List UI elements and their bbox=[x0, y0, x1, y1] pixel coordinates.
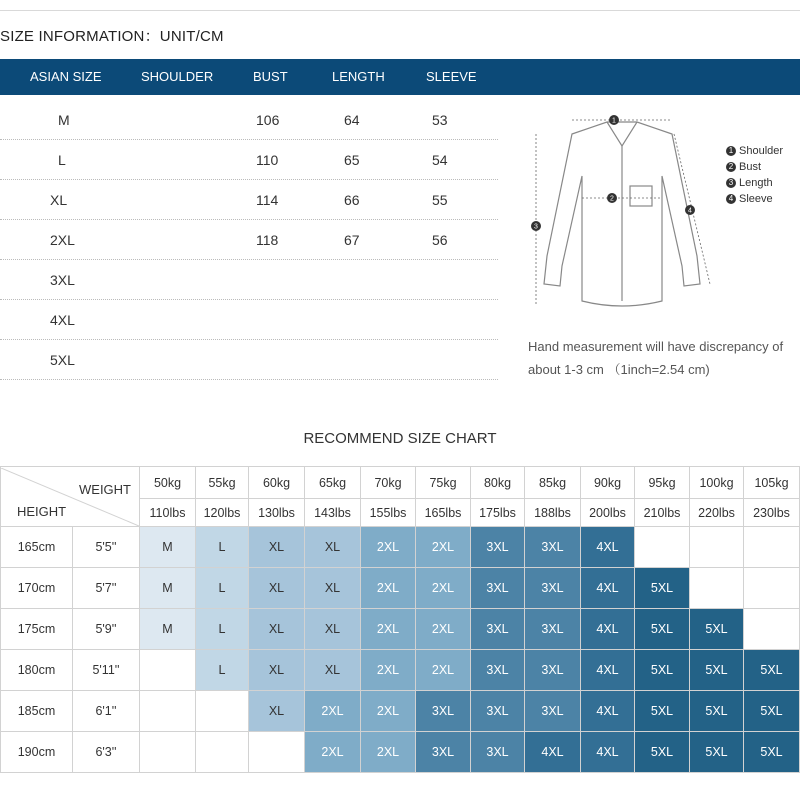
recommended-size-cell: 3XL bbox=[471, 732, 525, 773]
recommend-title: RECOMMEND SIZE CHART bbox=[303, 430, 497, 447]
weight-kg-cell: 65kg bbox=[305, 467, 361, 499]
weight-kg-cell: 85kg bbox=[525, 467, 581, 499]
recommended-size-cell: M bbox=[140, 609, 196, 650]
svg-text:3: 3 bbox=[534, 223, 538, 231]
size-cell: XL bbox=[50, 192, 68, 208]
height-ft-cell: 5'9'' bbox=[73, 609, 140, 650]
size-table-row bbox=[0, 139, 498, 180]
svg-text:4: 4 bbox=[688, 207, 692, 215]
recommended-size-cell: XL bbox=[305, 609, 361, 650]
recommended-size-cell: 3XL bbox=[525, 609, 581, 650]
col-bust: BUST bbox=[253, 69, 288, 84]
recommended-size-cell: 5XL bbox=[690, 732, 744, 773]
size-information-heading: SIZE INFORMATION：UNIT/CM bbox=[0, 28, 224, 45]
svg-text:1: 1 bbox=[612, 117, 616, 125]
height-ft-cell: 5'7'' bbox=[73, 568, 140, 609]
weight-kg-cell: 95kg bbox=[635, 467, 690, 499]
size-cell: M bbox=[58, 112, 70, 128]
recommended-size-cell bbox=[635, 527, 690, 568]
size-table-header bbox=[0, 59, 800, 95]
recommended-size-cell: XL bbox=[249, 609, 305, 650]
col-asian-size: ASIAN SIZE bbox=[30, 69, 102, 84]
recommended-size-cell: XL bbox=[249, 568, 305, 609]
height-cm-cell: 165cm bbox=[1, 527, 73, 568]
recommended-size-cell: XL bbox=[305, 568, 361, 609]
recommended-size-cell: 2XL bbox=[416, 568, 471, 609]
height-cm-cell: 180cm bbox=[1, 650, 73, 691]
weight-kg-cell: 70kg bbox=[361, 467, 416, 499]
recommended-size-cell: L bbox=[196, 650, 249, 691]
recommended-size-cell: 2XL bbox=[305, 691, 361, 732]
legend-bust: 2 Bust bbox=[726, 159, 783, 175]
chart-corner-cell bbox=[1, 467, 140, 527]
height-row bbox=[1, 609, 800, 650]
sleeve-cell: 54 bbox=[432, 152, 448, 168]
weight-lbs-cell: 130lbs bbox=[249, 499, 305, 527]
recommended-size-cell: 5XL bbox=[690, 691, 744, 732]
recommended-size-cell: 3XL bbox=[416, 732, 471, 773]
bust-cell: 110 bbox=[256, 152, 279, 168]
height-row bbox=[1, 568, 800, 609]
recommended-size-cell: 3XL bbox=[525, 527, 581, 568]
recommended-size-cell bbox=[744, 568, 800, 609]
recommended-size-cell: 5XL bbox=[690, 650, 744, 691]
length-cell: 67 bbox=[344, 232, 360, 248]
recommended-size-cell: 2XL bbox=[416, 650, 471, 691]
recommended-size-cell bbox=[744, 527, 800, 568]
size-table-row bbox=[0, 99, 498, 140]
size-table-row bbox=[0, 219, 498, 260]
size-cell: 5XL bbox=[50, 352, 75, 368]
recommended-size-cell: 3XL bbox=[525, 650, 581, 691]
recommended-size-cell: XL bbox=[249, 650, 305, 691]
weight-kg-cell: 50kg bbox=[140, 467, 196, 499]
bust-cell: 106 bbox=[256, 112, 280, 128]
recommended-size-cell: 3XL bbox=[416, 691, 471, 732]
recommended-size-cell: 2XL bbox=[361, 691, 416, 732]
recommended-size-cell: 2XL bbox=[416, 609, 471, 650]
length-cell: 64 bbox=[344, 112, 360, 128]
shirt-measurement-diagram bbox=[522, 106, 722, 316]
weight-lbs-cell: 200lbs bbox=[581, 499, 635, 527]
recommended-size-cell: 4XL bbox=[581, 691, 635, 732]
recommended-size-cell: 2XL bbox=[416, 527, 471, 568]
height-ft-cell: 6'1'' bbox=[73, 691, 140, 732]
recommended-size-cell: 2XL bbox=[305, 732, 361, 773]
weight-kg-cell: 105kg bbox=[744, 467, 800, 499]
legend-shoulder: 1 Shoulder bbox=[726, 143, 783, 159]
recommended-size-cell: 3XL bbox=[471, 609, 525, 650]
bust-cell: 114 bbox=[256, 192, 279, 208]
recommended-size-cell: XL bbox=[305, 527, 361, 568]
weight-kg-cell: 75kg bbox=[416, 467, 471, 499]
height-row bbox=[1, 527, 800, 568]
recommended-size-cell bbox=[690, 568, 744, 609]
recommended-size-cell: 2XL bbox=[361, 609, 416, 650]
height-ft-cell: 6'3'' bbox=[73, 732, 140, 773]
length-cell: 65 bbox=[344, 152, 360, 168]
recommended-size-cell: 4XL bbox=[581, 732, 635, 773]
recommended-size-cell: 2XL bbox=[361, 732, 416, 773]
weight-kg-cell: 60kg bbox=[249, 467, 305, 499]
recommended-size-cell: L bbox=[196, 609, 249, 650]
height-cm-cell: 185cm bbox=[1, 691, 73, 732]
recommended-size-cell: 4XL bbox=[581, 568, 635, 609]
recommended-size-cell: 5XL bbox=[635, 691, 690, 732]
height-row bbox=[1, 691, 800, 732]
weight-lbs-cell: 110lbs bbox=[140, 499, 196, 527]
sleeve-cell: 53 bbox=[432, 112, 448, 128]
weight-lbs-cell: 230lbs bbox=[744, 499, 800, 527]
legend-length: 3 Length bbox=[726, 175, 783, 191]
weight-kg-cell: 100kg bbox=[690, 467, 744, 499]
sleeve-cell: 55 bbox=[432, 192, 448, 208]
recommended-size-cell: 5XL bbox=[635, 650, 690, 691]
size-table-row bbox=[0, 299, 498, 340]
recommended-size-cell: 5XL bbox=[635, 568, 690, 609]
length-cell: 66 bbox=[344, 192, 360, 208]
weight-lbs-cell: 155lbs bbox=[361, 499, 416, 527]
size-cell: 3XL bbox=[50, 272, 75, 288]
recommend-size-chart bbox=[0, 466, 800, 773]
recommended-size-cell: 5XL bbox=[635, 609, 690, 650]
recommended-size-cell bbox=[140, 691, 196, 732]
recommended-size-cell: XL bbox=[249, 527, 305, 568]
recommended-size-cell: 4XL bbox=[581, 650, 635, 691]
recommended-size-cell: L bbox=[196, 527, 249, 568]
weight-kg-cell: 80kg bbox=[471, 467, 525, 499]
size-cell: L bbox=[58, 152, 66, 168]
weight-lbs-cell: 165lbs bbox=[416, 499, 471, 527]
recommended-size-cell bbox=[690, 527, 744, 568]
weight-lbs-cell: 220lbs bbox=[690, 499, 744, 527]
recommended-size-cell bbox=[744, 609, 800, 650]
weight-lbs-cell: 143lbs bbox=[305, 499, 361, 527]
sleeve-cell: 56 bbox=[432, 232, 448, 248]
size-cell: 2XL bbox=[50, 232, 75, 248]
height-row bbox=[1, 732, 800, 773]
recommended-size-cell: 3XL bbox=[471, 527, 525, 568]
recommended-size-cell: 3XL bbox=[525, 568, 581, 609]
recommended-size-cell: 2XL bbox=[361, 568, 416, 609]
recommended-size-cell: 2XL bbox=[361, 650, 416, 691]
size-cell: 4XL bbox=[50, 312, 75, 328]
weight-kg-cell: 90kg bbox=[581, 467, 635, 499]
recommended-size-cell: L bbox=[196, 568, 249, 609]
height-ft-cell: 5'5'' bbox=[73, 527, 140, 568]
weight-kg-cell: 55kg bbox=[196, 467, 249, 499]
col-shoulder: SHOULDER bbox=[141, 69, 214, 84]
weight-lbs-cell: 188lbs bbox=[525, 499, 581, 527]
top-divider bbox=[0, 10, 800, 11]
weight-label: WEIGHT bbox=[79, 481, 131, 497]
recommended-size-cell: 3XL bbox=[471, 568, 525, 609]
diagram-legend bbox=[726, 143, 783, 207]
height-row bbox=[1, 650, 800, 691]
recommended-size-cell: 5XL bbox=[635, 732, 690, 773]
recommended-size-cell: XL bbox=[249, 691, 305, 732]
recommended-size-cell: 5XL bbox=[744, 732, 800, 773]
height-cm-cell: 170cm bbox=[1, 568, 73, 609]
bust-cell: 118 bbox=[256, 232, 279, 248]
recommended-size-cell: M bbox=[140, 568, 196, 609]
recommended-size-cell bbox=[249, 732, 305, 773]
recommended-size-cell: M bbox=[140, 527, 196, 568]
recommended-size-cell: 5XL bbox=[744, 650, 800, 691]
weight-lbs-cell: 175lbs bbox=[471, 499, 525, 527]
recommended-size-cell: 4XL bbox=[581, 609, 635, 650]
weight-lbs-cell: 210lbs bbox=[635, 499, 690, 527]
weight-lbs-cell: 120lbs bbox=[196, 499, 249, 527]
size-table-row bbox=[0, 179, 498, 220]
recommended-size-cell: 2XL bbox=[361, 527, 416, 568]
height-ft-cell: 5'11'' bbox=[73, 650, 140, 691]
recommended-size-cell bbox=[196, 691, 249, 732]
recommended-size-cell: 5XL bbox=[744, 691, 800, 732]
height-label: HEIGHT bbox=[17, 503, 67, 519]
col-sleeve: SLEEVE bbox=[426, 69, 477, 84]
col-length: LENGTH bbox=[332, 69, 385, 84]
measurement-note: Hand measurement will have discrepancy of about 1-3 cm （1inch=2.54 cm) bbox=[528, 339, 784, 377]
recommended-size-cell: 3XL bbox=[471, 650, 525, 691]
legend-sleeve: 4 Sleeve bbox=[726, 191, 783, 207]
recommended-size-cell: 4XL bbox=[581, 527, 635, 568]
recommended-size-cell bbox=[196, 732, 249, 773]
recommended-size-cell: 5XL bbox=[690, 609, 744, 650]
recommended-size-cell: XL bbox=[305, 650, 361, 691]
size-table-row bbox=[0, 259, 498, 300]
recommended-size-cell: 3XL bbox=[525, 691, 581, 732]
recommended-size-cell: 4XL bbox=[525, 732, 581, 773]
height-cm-cell: 190cm bbox=[1, 732, 73, 773]
svg-text:2: 2 bbox=[610, 195, 614, 203]
size-table-row bbox=[0, 339, 498, 380]
recommended-size-cell: 3XL bbox=[471, 691, 525, 732]
height-cm-cell: 175cm bbox=[1, 609, 73, 650]
recommended-size-cell bbox=[140, 650, 196, 691]
recommended-size-cell bbox=[140, 732, 196, 773]
